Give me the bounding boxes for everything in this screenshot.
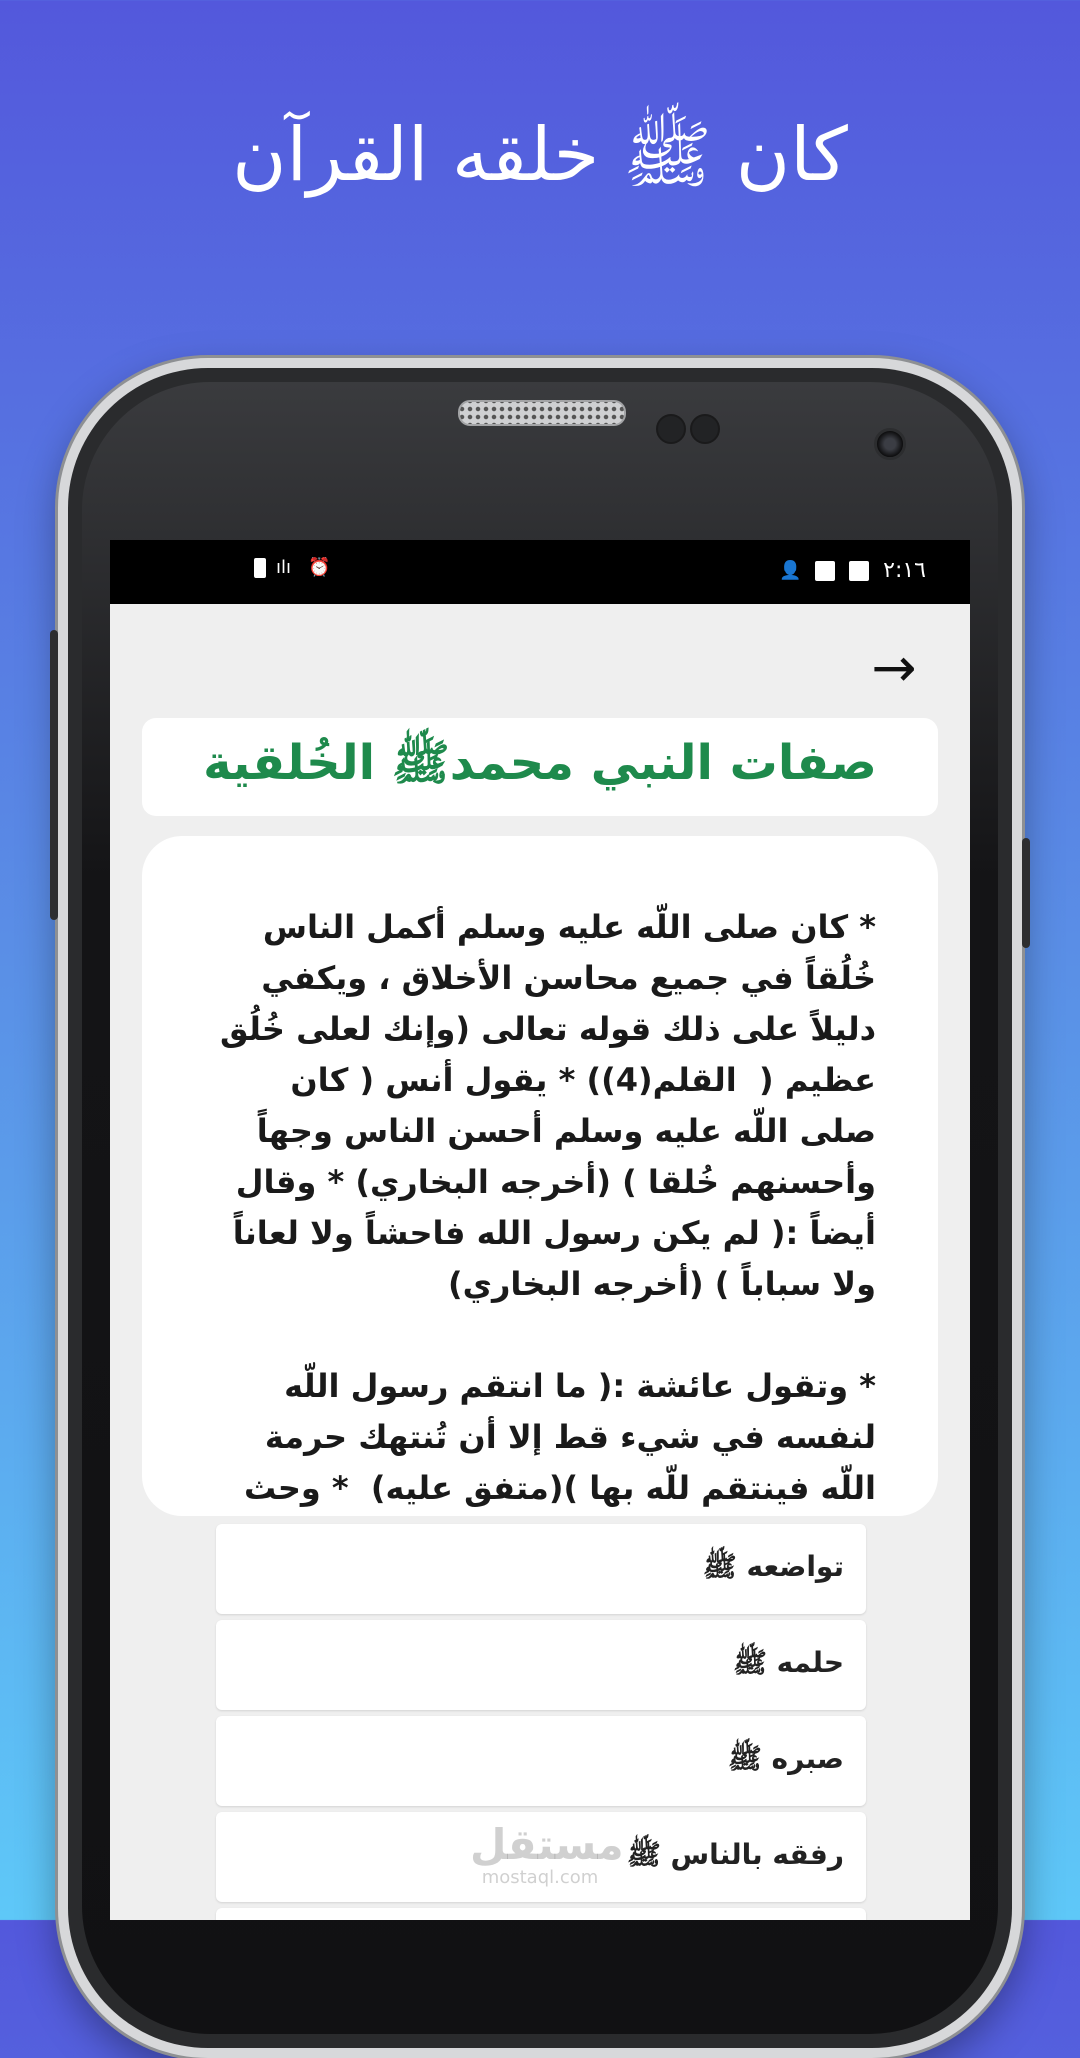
title-card <box>142 718 938 816</box>
list-item-label: رفقه بالناس ﷺ <box>626 1838 844 1871</box>
status-right-icons <box>779 558 926 583</box>
signal-icon: ılı <box>276 557 292 578</box>
page-title: صفات النبي محمدﷺ الخُلقية <box>203 735 877 791</box>
list-item-label: صبره ﷺ <box>727 1742 844 1775</box>
list-item-label: حلمه ﷺ <box>733 1646 844 1679</box>
app-screen <box>110 540 970 1920</box>
list-item[interactable] <box>216 1716 866 1806</box>
phone-right-button <box>1022 838 1030 948</box>
watermark-sub: mostaql.com <box>481 1867 599 1888</box>
image-icon <box>849 561 869 581</box>
content-text: * كان صلى اللّه عليه وسلم أكمل الناس خُلُقاً في جميع محاسن الأخلاق ، ويكفي دليلاً على ذلك قوله تعالى (وإنك لعلى خُلُق عظيم ( القلم(4)) * يقول أنس ( كان صلى اللّه عليه وسلم أحسن الناس وجهاً وأحسنهم خُلقا ) (أخرجه البخاري) * وقال أيضاً :( لم يكن رسول الله فاحشاً ولا لعاناً ولا سباباً ) (أخرجه البخاري) * وتقول عائشة :( ما انتقم رسول اللّه لنفسه في شيء قط إلا أن تُنتهك حرمة اللّه فينتقم للّه بها )(متفق عليه) * وحث <box>219 908 876 1507</box>
list-item[interactable] <box>216 1620 866 1710</box>
phone-sensor <box>656 414 686 444</box>
list-item-label: تواضعه ﷺ <box>702 1550 844 1583</box>
list-item[interactable] <box>216 1524 866 1614</box>
status-left-icons <box>254 558 330 578</box>
watermark-logo <box>470 1820 624 1888</box>
phone-speaker <box>458 400 626 426</box>
promo-headline: كان ﷺ خلقه القرآن <box>232 112 848 198</box>
list-item[interactable] <box>216 1908 866 1920</box>
content-card[interactable] <box>142 836 938 1516</box>
front-camera <box>874 428 906 460</box>
phone-left-button <box>50 630 58 920</box>
alarm-icon: ⏰ <box>308 557 331 578</box>
phone-sensor <box>690 414 720 444</box>
battery-icon <box>254 558 266 578</box>
cloud-icon <box>815 561 835 581</box>
account-icon: 👤 <box>779 559 802 581</box>
status-time: ٢:١٦ <box>883 558 926 583</box>
watermark-main: مستقل <box>470 1820 624 1869</box>
status-bar <box>110 540 970 604</box>
back-arrow-icon[interactable]: → <box>871 636 917 699</box>
